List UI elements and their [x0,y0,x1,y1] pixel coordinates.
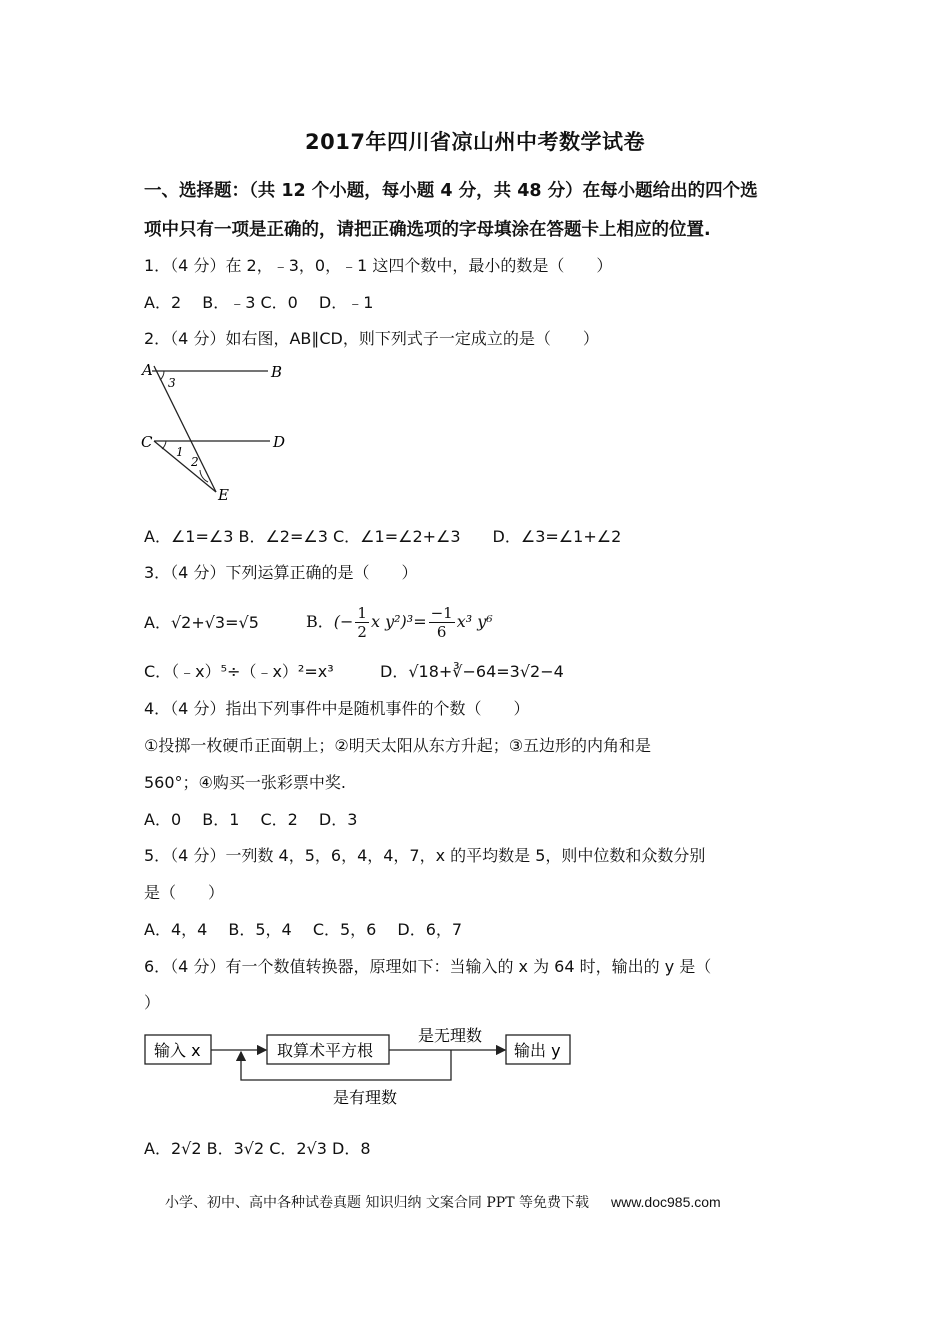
output-label: 输出 y [514,1041,561,1060]
question-5-stem-line2: 是（ ） [144,883,225,902]
question-3-stem: 3．（4 分）下列运算正确的是（ ） [144,563,418,582]
option-b-mid: x y²)³= [370,612,427,631]
option-b-label: B． [306,612,334,631]
line-ae [154,366,216,492]
process-label: 取算术平方根 [277,1041,374,1060]
rational-label: 是有理数 [333,1088,398,1107]
question-3-option-c: C．（﹣x）⁵÷（﹣x）²=x³ [144,662,334,681]
question-4-events-line1: ①投掷一枚硬币正面朝上；②明天太阳从东方升起；③五边形的内角和是 [144,736,652,755]
page-title: 2017年四川省凉山州中考数学试卷 [305,130,645,154]
question-3-option-b [306,600,493,644]
label-angle-2: 2 [191,455,199,469]
question-3-option-d: D．√18+∛−64=3√2−4 [380,662,564,681]
section-instructions-line1: 一、选择题：（共 12 个小题，每小题 4 分，共 48 分）在每小题给出的四个选 [144,181,758,201]
question-1-options: A．2 B．﹣3 C．0 D．﹣1 [144,293,374,312]
fraction-denominator-2: 6 [436,623,447,641]
footer-text: 小学、初中、高中各种试卷真题 知识归纳 文案合同 PPT 等免费下载 [165,1195,589,1211]
irrational-label: 是无理数 [418,1026,483,1045]
label-c: C [141,433,153,451]
parallel-lines-figure [140,358,300,506]
question-1-stem: 1．（4 分）在 2，﹣3，0，﹣1 这四个数中，最小的数是（ ） [144,256,613,275]
question-4-events-line2: 560°；④购买一张彩票中奖. [144,773,346,792]
question-4-options: A．0 B．1 C．2 D．3 [144,810,358,829]
fraction-numerator: 1 [357,604,367,622]
question-2-stem: 2．（4 分）如右图，AB∥CD，则下列式子一定成立的是（ ） [144,329,599,348]
question-6-stem-line1: 6．（4 分）有一个数值转换器，原理如下：当输入的 x 为 64 时，输出的 y 是（ [144,957,712,976]
label-e: E [218,486,229,504]
question-3-option-a: A．√2+√3=√5 [144,613,259,632]
number-converter-flowchart [140,1022,580,1114]
footer-url[interactable]: www.doc985.com [610,1194,721,1210]
fraction-denominator: 2 [357,623,367,641]
question-5-stem-line1: 5．（4 分）一列数 4，5，6，4，4，7，x 的平均数是 5，则中位数和众数分别 [144,846,706,865]
question-4-stem: 4．（4 分）指出下列事件中是随机事件的个数（ ） [144,699,530,718]
label-a: A [142,361,153,379]
section-instructions-line2: 项中只有一项是正确的，请把正确选项的字母填涂在答题卡上相应的位置. [144,220,711,240]
label-angle-3: 3 [168,376,176,390]
question-6-stem-line2: ） [144,993,161,1012]
fraction-numerator-2: −1 [430,604,453,622]
page-footer [165,1192,721,1212]
label-angle-1: 1 [176,445,184,459]
question-2-options: A．∠1=∠3 B．∠2=∠3 C．∠1=∠2+∠3 D．∠3=∠1+∠2 [144,527,622,546]
input-label: 输入 x [154,1041,201,1060]
label-d: D [273,433,286,451]
question-6-options: A．2√2 B．3√2 C．2√3 D．8 [144,1139,371,1158]
fraction-one-half [355,604,369,641]
angle-1-arc [162,441,166,449]
option-b-left: (− [333,612,354,631]
label-b: B [271,363,283,381]
fraction-neg-one-sixth [429,604,455,641]
option-b-right: x³ y⁶ [456,612,493,631]
line-ce [154,441,216,492]
question-5-options: A．4，4 B．5，4 C．5，6 D．6，7 [144,920,463,939]
